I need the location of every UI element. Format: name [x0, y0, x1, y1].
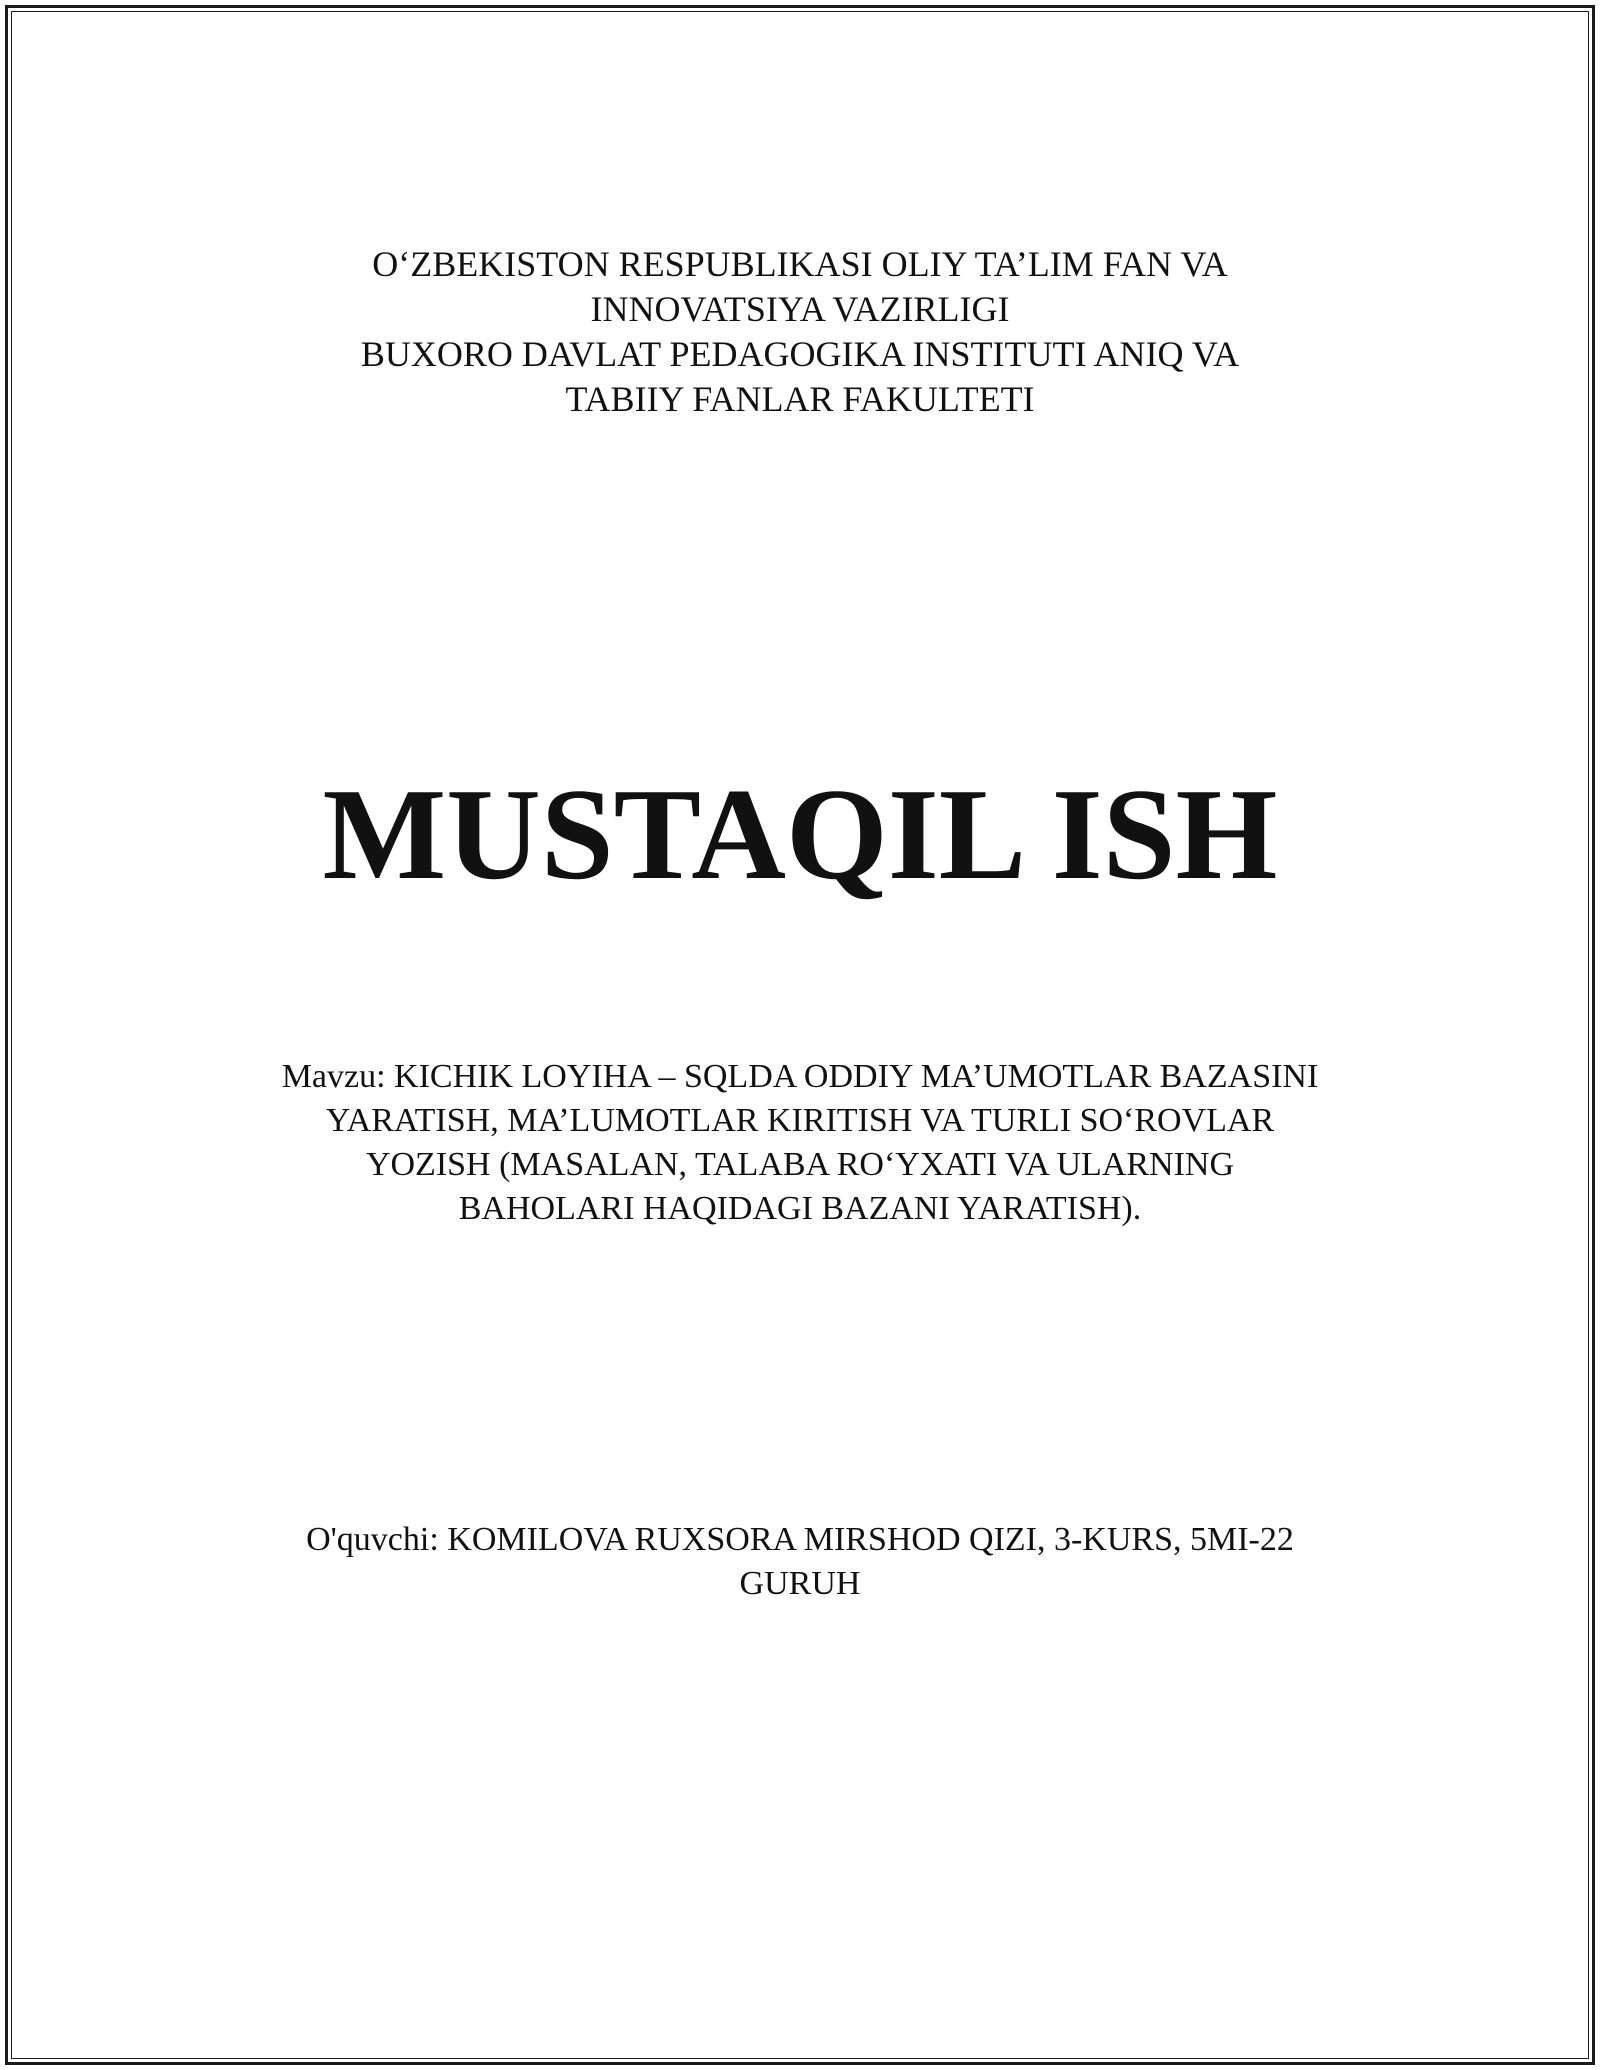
header-line: INNOVATSIYA VAZIRLIGI	[590, 289, 1010, 329]
student-line: O'quvchi: KOMILOVA RUXSORA MIRSHOD QIZI, 3-KURS, 5MI-22	[306, 1521, 1294, 1558]
header-line: TABIIY FANLAR FAKULTETI	[565, 379, 1035, 419]
topic-line: YARATISH, MA’LUMOTLAR KIRITISH VA TURLI SO‘ROVLAR	[325, 1102, 1275, 1139]
topic-line: Mavzu: KICHIK LOYIHA – SQLDA ODDIY MA’UMOTLAR BAZASINI	[281, 1058, 1319, 1095]
topic-line: YOZISH (MASALAN, TALABA RO‘YXATI VA ULARNING	[365, 1146, 1235, 1183]
topic-block	[0, 1055, 1600, 1231]
header-line: O‘ZBEKISTON RESPUBLIKASI OLIY TA’LIM FAN VA	[372, 244, 1228, 284]
student-info	[0, 1518, 1600, 1606]
institution-header	[0, 242, 1600, 422]
student-line: GURUH	[739, 1565, 861, 1602]
document-title: MUSTAQIL ISH	[322, 762, 1278, 907]
header-line: BUXORO DAVLAT PEDAGOGIKA INSTITUTI ANIQ VA	[360, 334, 1240, 374]
topic-line: BAHOLARI HAQIDAGI BAZANI YARATISH).	[458, 1190, 1142, 1227]
